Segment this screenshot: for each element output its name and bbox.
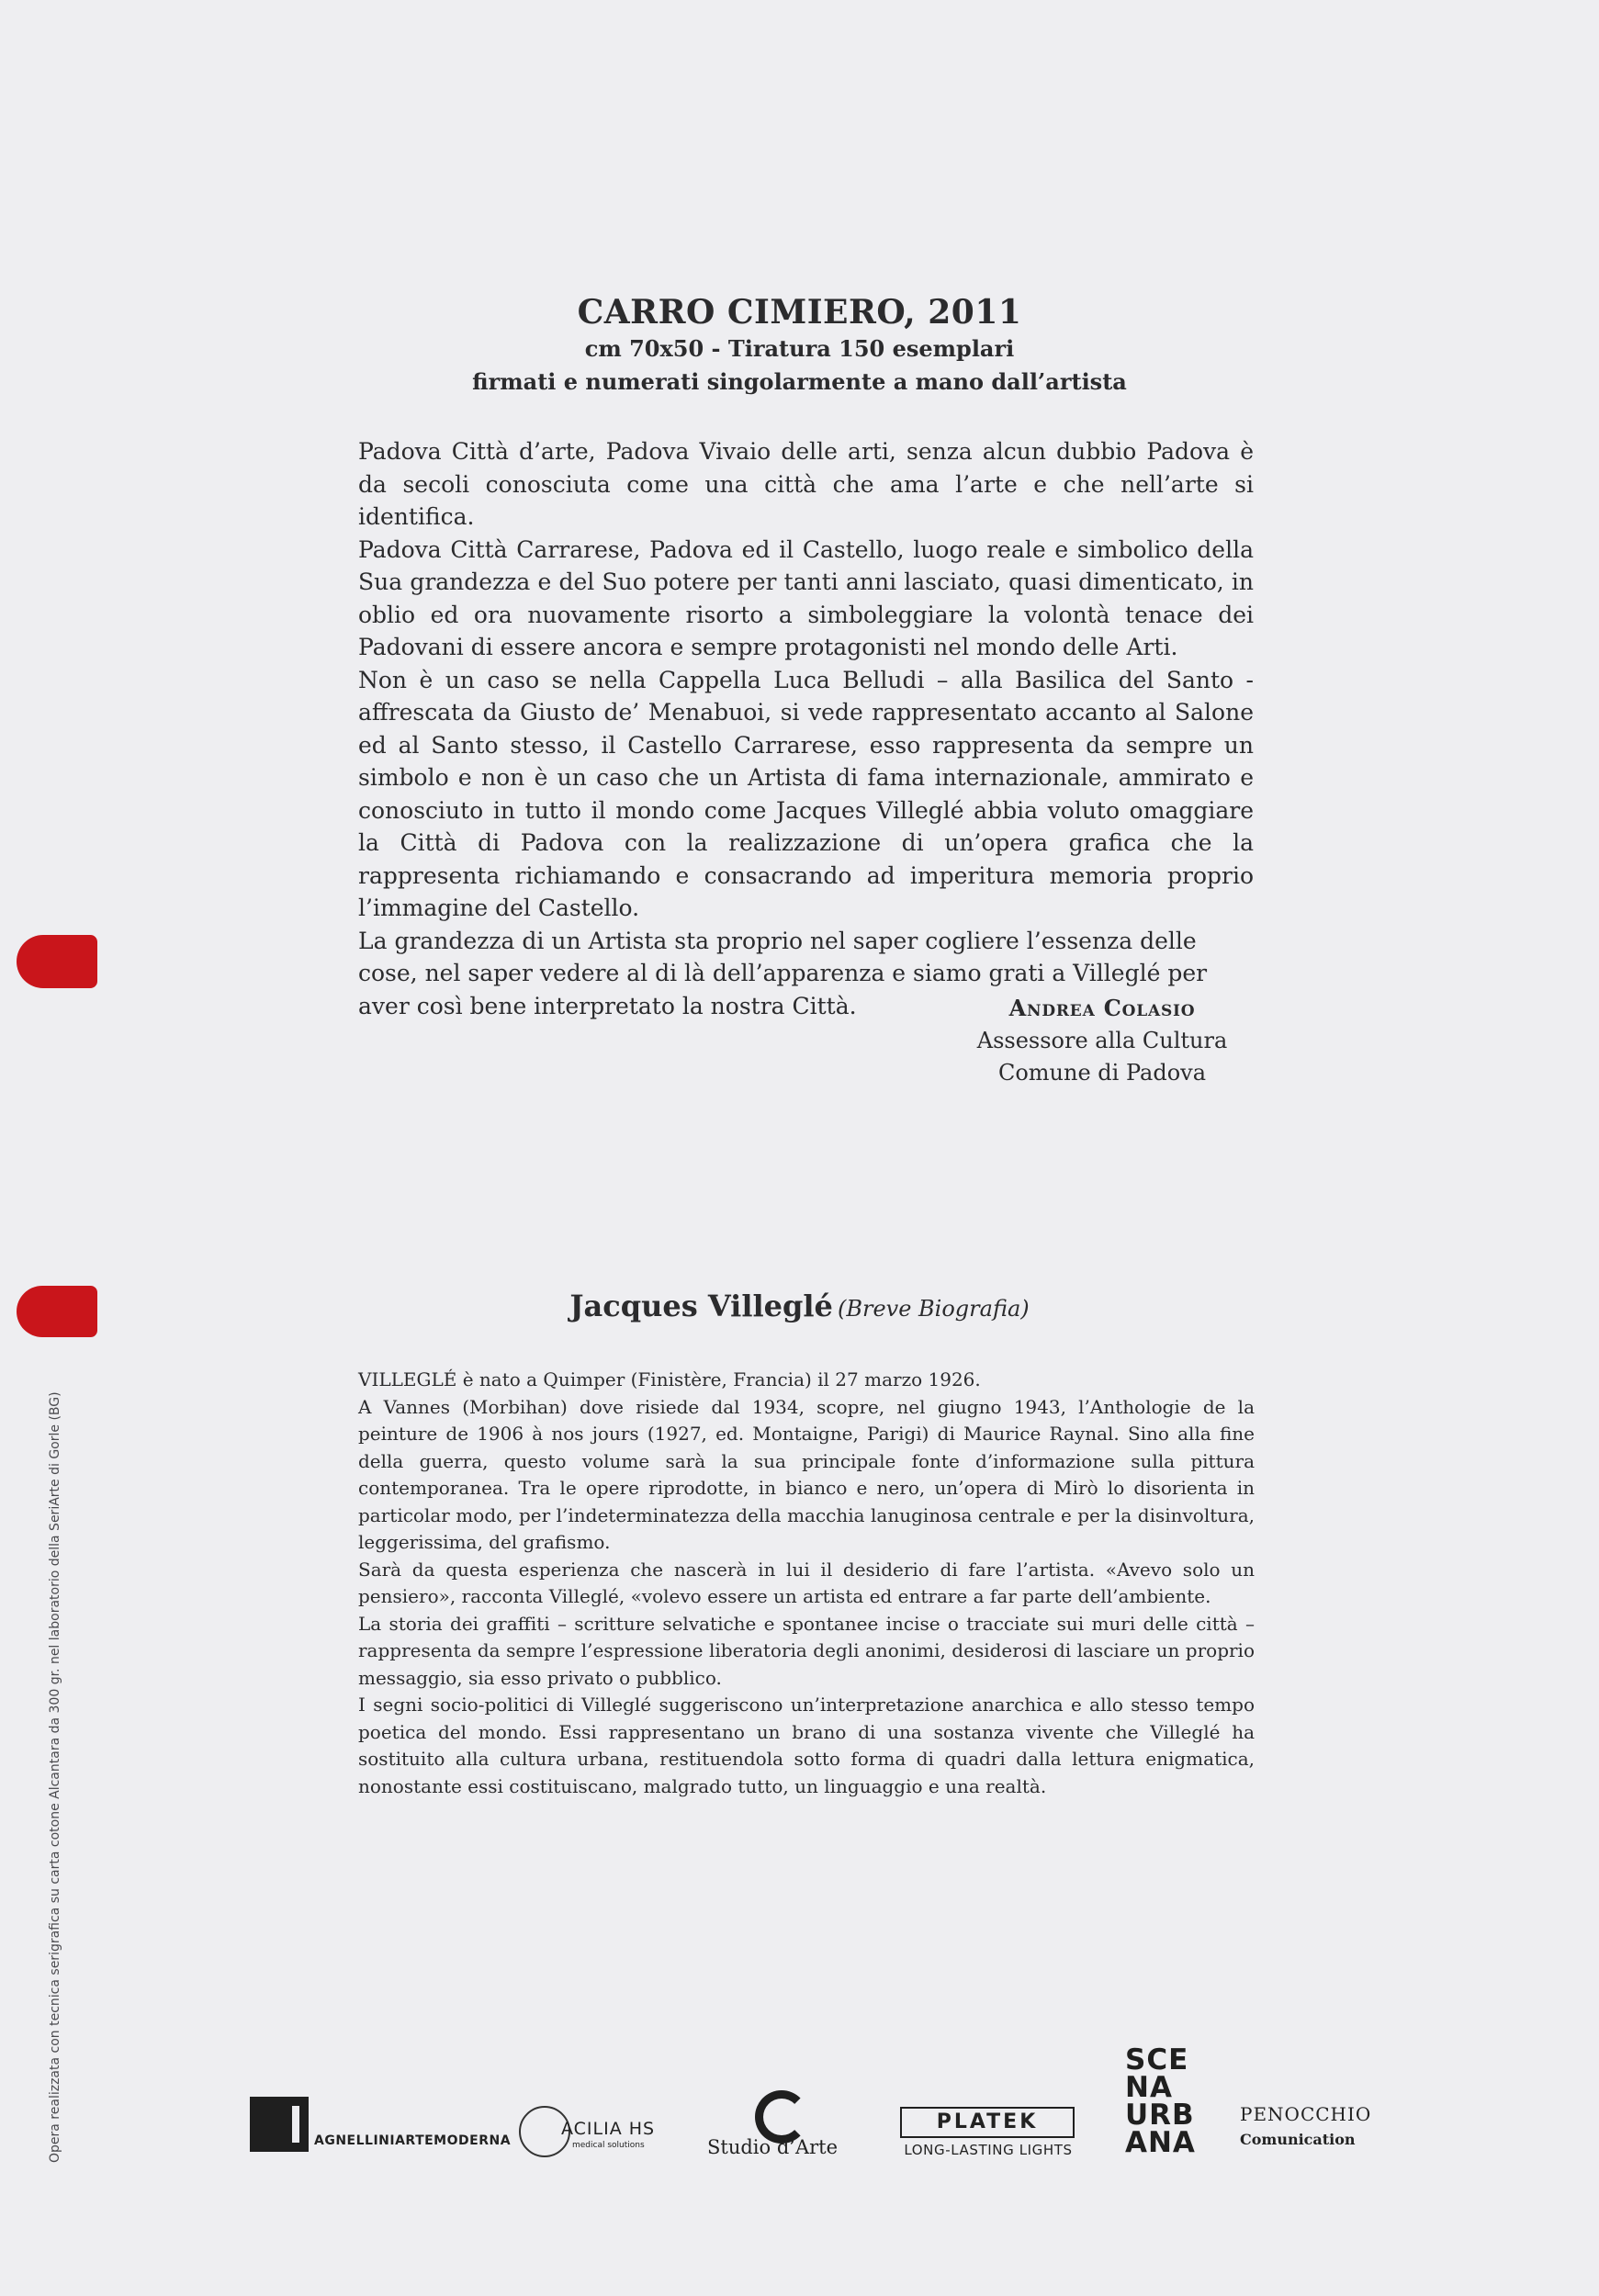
side-note: Opera realizzata con tecnica serigrafica su carta cotone Alcantara da 300 gr. nel laboratorio della SeriArte di Gorle (BG) (48, 1391, 62, 2163)
bio-paragraph: La storia dei graffiti – scritture selvatiche e spontanee incise o tracciate sui muri delle città – rappresenta da sempre l’espressione liberatoria degli anonimi, desiderosi di lasciare un proprio messaggio, sia esso privato o pubblico. (358, 1612, 1255, 1689)
intro-paragraph: Padova Città Carrarese, Padova ed il Castello, luogo reale e simbolico della Sua grandezza e del Suo potere per tanti anni lasciato, quasi dimenticato, in oblio ed ora nuovamente risorto a simboleggiare la volontà tenace dei Padovani di essere ancora e sempre protagonisti nel mondo delle Arti. (358, 535, 1254, 660)
bio-subtitle: (Breve Biografia) (837, 1296, 1030, 1322)
studio-arte-logo (707, 2090, 845, 2164)
signature-org: Comune di Padova (997, 1060, 1207, 1086)
bio-paragraph: VILLEGLÉ è nato a Quimper (Finistère, Francia) il 27 marzo 1926. (358, 1368, 981, 1390)
acilia-logo (519, 2106, 666, 2161)
signature-info: firmati e numerati singolarmente a mano dall’artista (472, 368, 1127, 395)
intro-text (358, 435, 1254, 1022)
acilia-sub: medical solutions (572, 2141, 645, 2150)
acilia-name: ACILIA HS (561, 2119, 656, 2139)
scena-line: NA (1125, 2071, 1173, 2104)
platek-tagline: LONG-LASTING LIGHTS (904, 2142, 1073, 2158)
bio-paragraph: A Vannes (Morbihan) dove risiede dal 1934, scopre, nel giugno 1943, l’Anthologie de la peinture de 1906 à nos jours (1927, ed. Montaigne, Parigi) di Maurice Raynal. Sino alla fine della guerra, questo volume sarà la sua principale fonte d’informazione sulla pittura contemporanea. Tra le opere riprodotte, in bianco e nero, un’opera di Mirò lo disorienta in particolar modo, per l’indeterminatezza della macchia lanuginosa centrale e per la disinvoltura, leggerissima, del grafismo. (358, 1395, 1255, 1553)
bio-title: Jacques Villeglé (569, 1289, 833, 1323)
pinocchio-logo (1240, 2103, 1378, 2158)
agnelli-mark (250, 2097, 309, 2152)
bio-text (358, 1367, 1255, 1800)
bio-paragraph: Sarà da questa esperienza che nascerà in lui il desiderio di fare l’artista. «Avevo solo un pensiero», racconta Villeglé, «volevo essere un artista ed entrare a far parte dell’ambiente. (358, 1558, 1255, 1607)
edition-info: cm 70x50 - Tiratura 150 esemplari (584, 335, 1015, 362)
agnelli-logo (250, 2097, 512, 2152)
intro-paragraph: La grandezza di un Artista sta proprio nel saper cogliere l’essenza delle cose, nel saper vedere al di là dell’apparenza e siamo grati a Villeglé per aver così bene interpretato la nostra Città. (358, 927, 1208, 1019)
intro-paragraph: Padova Città d’arte, Padova Vivaio delle arti, senza alcun dubbio Padova è da secoli conosciuta come una città che ama l’arte e che nell’arte si identifica. (358, 438, 1254, 530)
header (0, 292, 1599, 399)
scena-line: SCE (1125, 2043, 1189, 2077)
bio-heading (0, 1289, 1599, 1323)
platek-name: PLATEK (900, 2107, 1075, 2138)
page-title: CARRO CIMIERO, 2011 (577, 293, 1022, 332)
scena-line: URB (1125, 2099, 1195, 2132)
scena-line: ANA (1125, 2126, 1196, 2159)
pinocchio-sub: Comunication (1240, 2131, 1356, 2148)
sponsor-logos (248, 2043, 1378, 2166)
agnelli-name: AGNELLINIARTEMODERNA (314, 2133, 512, 2148)
binder-tab-top (17, 935, 97, 988)
signature-block (955, 992, 1249, 1089)
platek-logo (900, 2107, 1084, 2164)
signature-name: Andrea Colasio (1008, 995, 1196, 1021)
signature-role: Assessore alla Cultura (976, 1028, 1228, 1053)
scena-urbana-logo (1125, 2043, 1196, 2164)
intro-paragraph: Non è un caso se nella Cappella Luca Belludi – alla Basilica del Santo - affrescata da Giusto de’ Menabuoi, si vede rappresentato accanto al Salone ed al Santo stesso, il Castello Carrarese, esso rappresenta da sempre un simbolo e non è un caso che un Artista di fama internazionale, ammirato e conosciuto in tutto il mondo come Jacques Villeglé abbia voluto omaggiare la Città di Padova con la realizzazione di un’opera grafica che la rappresenta richiamando e consacrando ad imperitura memoria proprio l’immagine del Castello. (358, 666, 1254, 921)
bio-paragraph: I segni socio-politici di Villeglé suggeriscono un’interpretazione anarchica e allo stesso tempo poetica del mondo. Essi rappresentano un brano di una sostanza vivente che Villeglé ha sostituito alla cultura urbana, restituendola sotto forma di quadri dalla lettura enigmatica, nonostante essi costituiscano, malgrado tutto, un linguaggio e una realtà. (358, 1694, 1255, 1797)
studio-arte-name: Studio d’Arte (707, 2136, 839, 2158)
pinocchio-name: PENOCCHIO (1240, 2103, 1372, 2125)
